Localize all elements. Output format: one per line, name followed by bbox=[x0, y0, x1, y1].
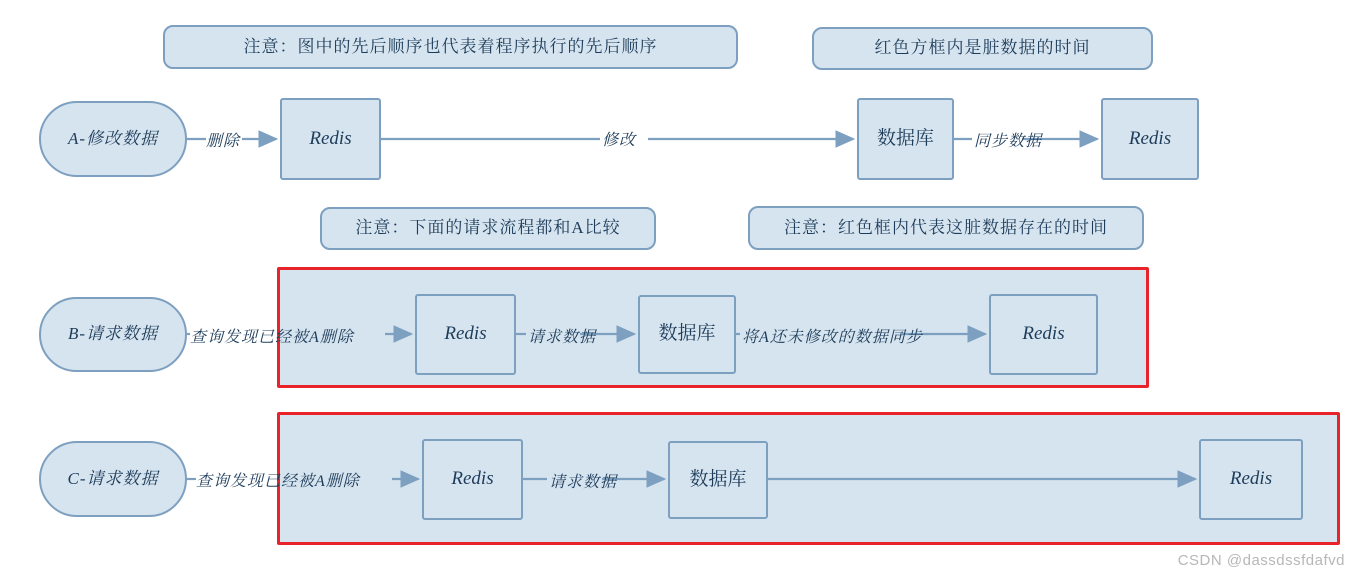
edge-label-c-query: 查询发现已经被A删除 bbox=[196, 473, 360, 490]
edge-label-b-sync: 将A还未修改的数据同步 bbox=[742, 329, 923, 346]
note-text: 注意：下面的请求流程都和A比较 bbox=[355, 218, 621, 238]
edge-label-a-delete: 删除 bbox=[206, 133, 241, 150]
note-top-left bbox=[163, 25, 738, 69]
node-label: A-修改数据 bbox=[67, 128, 159, 148]
node-label: B-请求数据 bbox=[67, 324, 159, 344]
node-label: Redis bbox=[1229, 468, 1273, 490]
node-b-database bbox=[638, 295, 736, 374]
node-label: Redis bbox=[309, 127, 352, 149]
edge-label-a-modify: 修改 bbox=[602, 132, 637, 149]
node-label: 数据库 bbox=[658, 323, 716, 345]
node-b-start bbox=[39, 297, 187, 372]
edge-label-a-sync: 同步数据 bbox=[974, 133, 1043, 150]
note-text: 红色方框内是脏数据的时间 bbox=[874, 38, 1091, 58]
node-label: 数据库 bbox=[689, 468, 747, 490]
edge-label-c-request: 请求数据 bbox=[549, 474, 618, 491]
node-label: Redis bbox=[1022, 323, 1065, 345]
node-a-redis-1 bbox=[280, 98, 381, 180]
note-text: 注意：图中的先后顺序也代表着程序执行的先后顺序 bbox=[243, 36, 658, 56]
node-a-start bbox=[39, 101, 187, 177]
watermark: CSDN @dassdssfdafvd bbox=[1177, 552, 1345, 569]
node-label: Redis bbox=[451, 468, 494, 490]
node-label: Redis bbox=[444, 323, 487, 345]
node-c-redis-1 bbox=[422, 439, 523, 520]
node-c-redis-2 bbox=[1199, 439, 1303, 520]
edge-label-b-query: 查询发现已经被A删除 bbox=[190, 329, 354, 346]
note-mid-right bbox=[748, 206, 1144, 250]
note-mid-left bbox=[320, 207, 656, 250]
node-label: Redis bbox=[1128, 127, 1172, 149]
node-b-redis-2 bbox=[989, 294, 1098, 375]
note-top-right bbox=[812, 27, 1153, 70]
node-label: 数据库 bbox=[876, 127, 934, 149]
node-a-database bbox=[857, 98, 954, 180]
edge-label-b-request: 请求数据 bbox=[528, 329, 597, 346]
node-a-redis-2 bbox=[1101, 98, 1199, 180]
node-c-start bbox=[39, 441, 187, 517]
node-label: C-请求数据 bbox=[67, 468, 159, 488]
note-text: 注意：红色框内代表这脏数据存在的时间 bbox=[784, 217, 1108, 237]
node-c-database bbox=[668, 441, 768, 519]
node-b-redis-1 bbox=[415, 294, 516, 375]
